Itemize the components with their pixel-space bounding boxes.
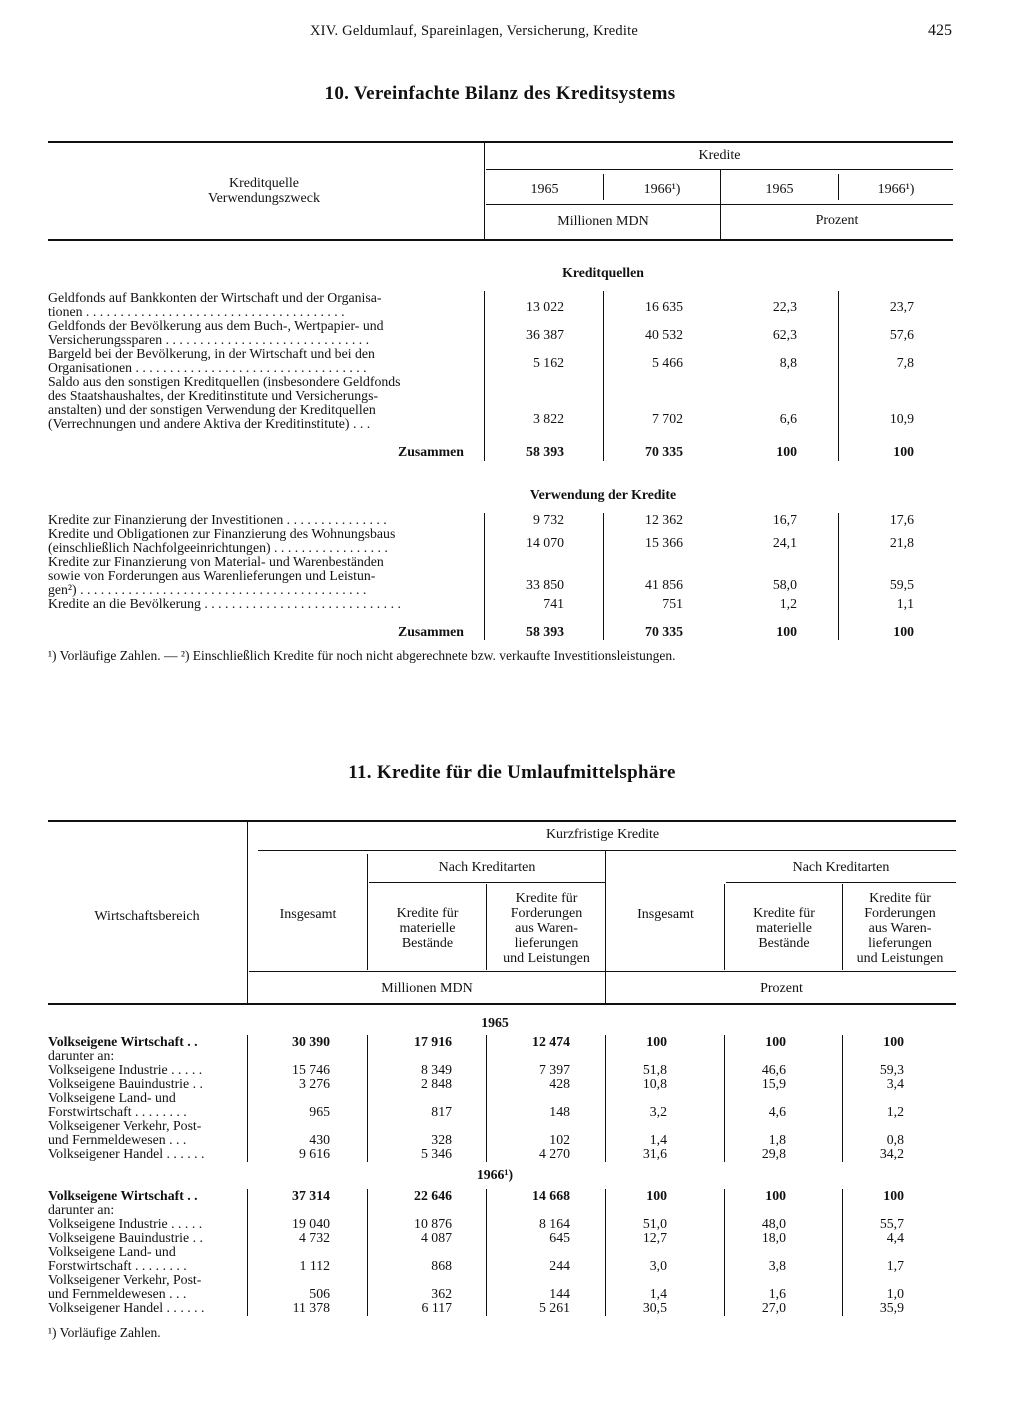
table10-unit-abs: Millionen MDN: [557, 214, 649, 229]
table11-cell: 1,2: [886, 1104, 904, 1119]
table11-row-label: darunter an:: [48, 1202, 115, 1217]
table11-cell: 1,8: [768, 1132, 786, 1147]
table11-cell: 4 732: [298, 1230, 330, 1245]
table11-cell: 48,0: [761, 1216, 786, 1231]
table11-cell: 244: [549, 1258, 570, 1273]
table11-cell: 100: [883, 1034, 904, 1049]
table10-row-label: Geldfonds auf Bankkonten der Wirtschaft und der Organisa-: [48, 290, 382, 305]
table11-cell: 506: [309, 1286, 330, 1301]
table11-body-divider: [724, 1035, 725, 1162]
table10-cell: 22,3: [772, 299, 797, 314]
table11-row-label: Volkseigener Handel . . . . . .: [48, 1300, 205, 1315]
table11-cell: 0,8: [886, 1132, 904, 1147]
table11-body-divider: [724, 1189, 725, 1316]
table10-section-title: Verwendung der Kredite: [529, 487, 677, 502]
table11-cell: 3,0: [649, 1258, 667, 1273]
table11-cell: 1,6: [768, 1286, 786, 1301]
table11-cell: 18,0: [761, 1230, 786, 1245]
table10-row-label: Organisationen . . . . . . . . . . . . . . . . . . . . . . . . . . . . . . . . . .: [48, 360, 367, 375]
table11-cell: 15,9: [761, 1076, 786, 1091]
table10-row-label: Kredite zur Finanzierung von Material- und Warenbeständen: [48, 554, 384, 569]
table10-year-1965-pct: 1965: [765, 182, 794, 197]
table11-subgroup-abs: Nach Kreditarten: [438, 860, 536, 875]
table10-stub-head-2: Verwendungszweck: [208, 191, 320, 206]
table11-cell: 4 270: [538, 1146, 570, 1161]
table10-row-label: gen²) . . . . . . . . . . . . . . . . . . . . . . . . . . . . . . . . . . . . . . . . . .: [48, 582, 367, 597]
table11-body-divider: [605, 1189, 606, 1316]
table10-cell: 23,7: [889, 299, 914, 314]
table11-cell: 22 646: [414, 1188, 452, 1203]
table10-total-label: Zusammen: [398, 624, 464, 639]
table11-body-divider: [367, 1189, 368, 1316]
table10-cell: 1,2: [779, 596, 797, 611]
table11-cell: 100: [883, 1188, 904, 1203]
table10-cell: 1,1: [896, 596, 914, 611]
table10-cell: 5 162: [532, 355, 564, 370]
table10-cell: 57,6: [889, 327, 914, 342]
table10-cell: 8,8: [779, 355, 797, 370]
table11-row-label: Volkseigener Verkehr, Post-: [48, 1272, 202, 1287]
table11-cell: 430: [309, 1132, 330, 1147]
table11-cell: 9 616: [298, 1146, 330, 1161]
table10-section-title: Kreditquellen: [562, 265, 644, 280]
table11-cell: 15 746: [292, 1062, 330, 1077]
table10-row-label: Kredite zur Finanzierung der Investitionen . . . . . . . . . . . . . . .: [48, 512, 387, 527]
table11-row-label: darunter an:: [48, 1048, 115, 1063]
table10-cell: 12 362: [645, 512, 683, 527]
table11-row-label: Volkseigene Wirtschaft . .: [48, 1188, 198, 1203]
table11-cell: 59,3: [879, 1062, 904, 1077]
table11-body-divider: [842, 1189, 843, 1316]
table11-cell: 5 346: [420, 1146, 452, 1161]
table10-body-divider: [484, 513, 485, 640]
table11-cell: 12,7: [642, 1230, 667, 1245]
table10-cell: 9 732: [532, 512, 564, 527]
table10-head-rule: [48, 239, 953, 241]
table10-cell: 6,6: [779, 411, 797, 426]
table11-row-label: Volkseigener Handel . . . . . .: [48, 1146, 205, 1161]
table10-body-divider: [603, 291, 604, 461]
table10-row-label: sowie von Forderungen aus Warenlieferungen und Leistun-: [48, 568, 376, 583]
table10-body-divider: [838, 513, 839, 640]
table11-cell: 100: [646, 1188, 667, 1203]
table11-col-receivables-abs: Kredite für Forderungen aus Waren- lieferungen und Leistungen: [503, 891, 590, 966]
table11-body-divider: [247, 1035, 248, 1162]
table10-cell: 741: [543, 596, 564, 611]
table11-cell: 817: [431, 1104, 452, 1119]
table11-cell: 14 668: [532, 1188, 570, 1203]
table11-row-label: Volkseigene Wirtschaft . .: [48, 1034, 198, 1049]
table10-total-cell: 100: [776, 444, 797, 459]
table11-body-divider: [486, 1189, 487, 1316]
table10-cell: 16 635: [645, 299, 683, 314]
table11-row-label: Volkseigene Land- und: [48, 1244, 176, 1259]
table11-year-1966: 1966¹): [476, 1167, 514, 1182]
table11-cell: 148: [549, 1104, 570, 1119]
table11-col-divider-3: [605, 851, 606, 1003]
table10-cell: 16,7: [772, 512, 797, 527]
table11-cell: 4,4: [886, 1230, 904, 1245]
table11-row-label: Volkseigener Verkehr, Post-: [48, 1118, 202, 1133]
table10-cell: 751: [662, 596, 683, 611]
table10-row-label: Kredite und Obligationen zur Finanzierung des Wohnungsbaus: [48, 526, 396, 541]
table11-footnote: ¹) Vorläufige Zahlen.: [48, 1325, 161, 1340]
table11-cell: 868: [431, 1258, 452, 1273]
table11-cell: 6 117: [421, 1300, 452, 1315]
table11-cell: 3,8: [768, 1258, 786, 1273]
table11-cell: 8 164: [538, 1216, 570, 1231]
table11-col-receivables-pct: Kredite für Forderungen aus Waren- lieferungen und Leistungen: [856, 891, 944, 966]
table11-row-label: Forstwirtschaft . . . . . . . .: [48, 1104, 187, 1119]
table10-cell: 41 856: [645, 577, 683, 592]
table11-cell: 102: [549, 1132, 570, 1147]
table11-cell: 7 397: [538, 1062, 570, 1077]
table11-cell: 37 314: [292, 1188, 330, 1203]
table11-cell: 8 349: [420, 1062, 452, 1077]
table10-row-label: Bargeld bei der Bevölkerung, in der Wirtschaft und bei den: [48, 346, 375, 361]
table10-year-1966-abs: 1966¹): [643, 182, 681, 197]
table11-body-divider: [367, 1035, 368, 1162]
table10-cell: 3 822: [532, 411, 564, 426]
table11-subgroup-pct: Nach Kreditarten: [792, 860, 890, 875]
table10-unit-pct: Prozent: [815, 213, 859, 228]
table11-row-label: Volkseigene Land- und: [48, 1090, 176, 1105]
table11-cell: 1,7: [886, 1258, 904, 1273]
table11-unit-pct: Prozent: [760, 981, 803, 996]
table11-cell: 31,6: [642, 1146, 667, 1161]
table11-row-label: Volkseigene Industrie . . . . .: [48, 1216, 203, 1231]
table11-body-divider: [605, 1035, 606, 1162]
table10-stub-head-1: Kreditquelle: [229, 176, 299, 191]
table10-total-cell: 100: [893, 624, 914, 639]
table11-col-material-abs: Kredite für materielle Bestände: [396, 906, 459, 951]
table11-cell: 100: [646, 1034, 667, 1049]
table10-cell: 7 702: [651, 411, 683, 426]
table11-year-1965: 1965: [481, 1015, 509, 1030]
table10-total-cell: 70 335: [645, 624, 683, 639]
table10-row-label: (einschließlich Nachfolgeeinrichtungen) . . . . . . . . . . . . . . . . .: [48, 540, 388, 555]
table11-subgroup-rule-abs: [369, 882, 605, 883]
table11-row-label: Volkseigene Bauindustrie . .: [48, 1076, 203, 1091]
table11-cell: 965: [309, 1104, 330, 1119]
table11-cell: 144: [549, 1286, 570, 1301]
table11-unit-rule: [249, 971, 956, 972]
table10-head-divider: [484, 143, 485, 239]
table10-cell: 62,3: [772, 327, 797, 342]
table11-col-divider-2: [486, 884, 487, 970]
table11-body-divider: [486, 1035, 487, 1162]
table10-row-label: Versicherungssparen . . . . . . . . . . . . . . . . . . . . . . . . . . . . . .: [48, 332, 370, 347]
table11-col-total-abs: Insgesamt: [279, 907, 337, 922]
table11-cell: 3 276: [298, 1076, 330, 1091]
table10-cell: 58,0: [772, 577, 797, 592]
table10-year-1965-abs: 1965: [530, 182, 559, 197]
table10-row-label: (Verrechnungen und andere Aktiva der Kreditinstitute) . . .: [48, 416, 371, 431]
table10-cell: 5 466: [651, 355, 683, 370]
table11-cell: 100: [765, 1188, 786, 1203]
table11-col-divider-1: [367, 854, 368, 970]
table11-row-label: Volkseigene Industrie . . . . .: [48, 1062, 203, 1077]
table11-row-label: und Fernmeldewesen . . .: [48, 1132, 187, 1147]
table10-row-label: anstalten) und der sonstigen Verwendung der Kreditquellen: [48, 402, 376, 417]
table11-cell: 1,0: [886, 1286, 904, 1301]
table10-cell: 40 532: [645, 327, 683, 342]
table11-cell: 5 261: [538, 1300, 570, 1315]
table10-footnote: ¹) Vorläufige Zahlen. — ²) Einschließlich Kredite für noch nicht abgerechnete bzw. verkaufte Investitionsleistungen.: [48, 648, 676, 663]
table11-cell: 29,8: [761, 1146, 786, 1161]
table11-cell: 428: [549, 1076, 570, 1091]
table11-cell: 2 848: [420, 1076, 452, 1091]
table11-cell: 362: [431, 1286, 452, 1301]
table10-cell: 17,6: [889, 512, 914, 527]
table10-cell: 36 387: [526, 327, 564, 342]
table11-cell: 1,4: [649, 1286, 667, 1301]
table11-cell: 51,8: [642, 1062, 667, 1077]
table11-col-material-pct: Kredite für materielle Bestände: [753, 906, 815, 951]
table10-cell: 24,1: [772, 535, 797, 550]
table10-total-cell: 100: [776, 624, 797, 639]
table11-cell: 328: [431, 1132, 452, 1147]
table11-row-label: Volkseigene Bauindustrie . .: [48, 1230, 203, 1245]
table11-cell: 34,2: [879, 1146, 904, 1161]
table11-cell: 100: [765, 1034, 786, 1049]
table11-group-head: Kurzfristige Kredite: [545, 827, 660, 842]
table11-cell: 11 378: [292, 1300, 330, 1315]
table10-cell: 59,5: [889, 577, 914, 592]
table11-head-rule: [48, 1003, 956, 1005]
table11-title: 11. Kredite für die Umlaufmittelsphäre: [348, 762, 676, 783]
table11-cell: 1 112: [299, 1258, 330, 1273]
table11-cell: 51,0: [642, 1216, 667, 1231]
page-number: 425: [928, 22, 952, 39]
table11-body-divider: [247, 1189, 248, 1316]
table11-cell: 645: [549, 1230, 570, 1245]
table11-cell: 46,6: [761, 1062, 786, 1077]
table10-row-label: Geldfonds der Bevölkerung aus dem Buch-, Wertpapier- und: [48, 318, 384, 333]
table11-stub-divider: [247, 822, 248, 1003]
table11-col-divider-4: [724, 884, 725, 970]
table10-group-head: Kredite: [698, 148, 741, 163]
table10-body-divider: [603, 513, 604, 640]
table11-body-divider: [842, 1035, 843, 1162]
table11-top-rule: [48, 820, 956, 822]
table11-cell: 35,9: [879, 1300, 904, 1315]
table10-cell: 15 366: [645, 535, 683, 550]
table11-row-label: Forstwirtschaft . . . . . . . .: [48, 1258, 187, 1273]
table10-top-rule: [48, 141, 953, 143]
table10-row-label: tionen . . . . . . . . . . . . . . . . . . . . . . . . . . . . . . . . . . . . . .: [48, 304, 345, 319]
table11-cell: 10 876: [414, 1216, 452, 1231]
table10-cell: 13 022: [526, 299, 564, 314]
table11-cell: 27,0: [761, 1300, 786, 1315]
table11-cell: 12 474: [532, 1034, 570, 1049]
table10-total-cell: 58 393: [526, 444, 564, 459]
table11-cell: 4,6: [768, 1104, 786, 1119]
table11-cell: 30,5: [642, 1300, 667, 1315]
table10-cell: 33 850: [526, 577, 564, 592]
table10-cell: 7,8: [896, 355, 914, 370]
table10-cell: 10,9: [889, 411, 914, 426]
table10-body-divider: [484, 291, 485, 461]
table11-stub-head: Wirtschaftsbereich: [94, 909, 200, 924]
table10-total-cell: 70 335: [645, 444, 683, 459]
table10-year-rule: [486, 204, 953, 205]
table10-row-label: Kredite an die Bevölkerung . . . . . . . . . . . . . . . . . . . . . . . . . . . . .: [48, 596, 401, 611]
table11-cell: 4 087: [420, 1230, 452, 1245]
table10-total-label: Zusammen: [398, 444, 464, 459]
table10-total-cell: 58 393: [526, 624, 564, 639]
table11-cell: 19 040: [292, 1216, 330, 1231]
table10-row-label: des Staatshaushaltes, der Kreditinstitute und Versicherungs-: [48, 388, 379, 403]
table11-group-rule: [258, 850, 956, 851]
table10-body-divider: [838, 291, 839, 461]
table11-col-total-pct: Insgesamt: [637, 907, 694, 922]
table10-cell: 14 070: [526, 535, 564, 550]
table11-unit-abs: Millionen MDN: [381, 981, 473, 996]
table10-row-label: Saldo aus den sonstigen Kreditquellen (insbesondere Geldfonds: [48, 374, 401, 389]
table11-cell: 1,4: [649, 1132, 667, 1147]
table11-cell: 10,8: [642, 1076, 667, 1091]
running-head: XIV. Geldumlauf, Spareinlagen, Versicherung, Kredite: [310, 23, 638, 39]
table11-cell: 3,2: [649, 1104, 667, 1119]
table10-cell: 21,8: [889, 535, 914, 550]
table11-cell: 3,4: [886, 1076, 904, 1091]
table11-col-divider-5: [842, 884, 843, 970]
table10-title: 10. Vereinfachte Bilanz des Kreditsystems: [324, 83, 676, 104]
table10-total-cell: 100: [893, 444, 914, 459]
table10-year-1966-pct: 1966¹): [877, 182, 915, 197]
table11-cell: 30 390: [292, 1034, 330, 1049]
table11-cell: 55,7: [879, 1216, 904, 1231]
table11-subgroup-rule-pct: [726, 882, 956, 883]
table11-row-label: und Fernmeldewesen . . .: [48, 1286, 187, 1301]
table11-cell: 17 916: [414, 1034, 452, 1049]
